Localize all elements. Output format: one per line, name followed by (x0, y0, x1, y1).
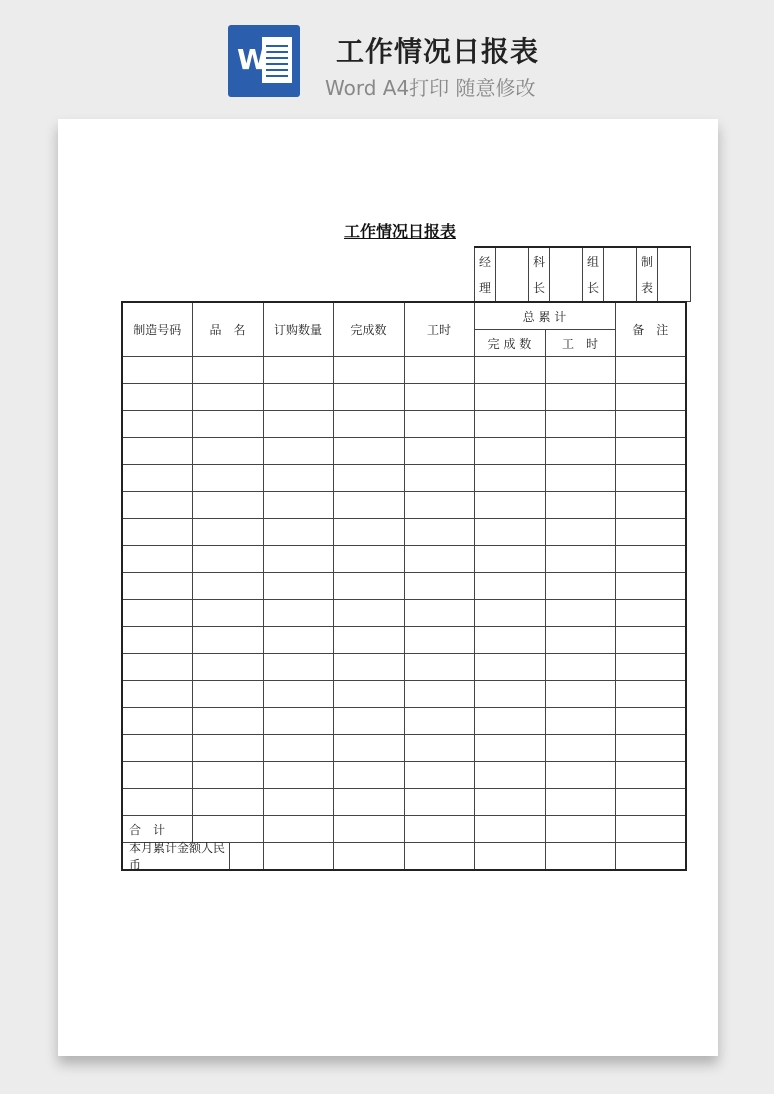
table-cell[interactable] (263, 627, 333, 654)
table-cell[interactable] (333, 492, 404, 519)
table-cell[interactable] (192, 357, 263, 384)
table-cell[interactable] (192, 519, 263, 546)
document-title: 工作情况日报表 (344, 222, 457, 241)
table-cell[interactable] (615, 411, 686, 438)
table-row (122, 735, 686, 762)
table-cell[interactable] (404, 681, 474, 708)
table-cell[interactable] (263, 573, 333, 600)
table-cell[interactable] (545, 654, 615, 681)
table-cell[interactable] (545, 546, 615, 573)
table-cell[interactable] (192, 411, 263, 438)
table-cell[interactable] (333, 438, 404, 465)
table-cell[interactable] (122, 600, 192, 627)
table-cell[interactable] (404, 843, 474, 871)
table-row (122, 573, 686, 600)
table-cell[interactable] (263, 411, 333, 438)
table-row (122, 708, 686, 735)
table-cell[interactable] (192, 762, 263, 789)
table-cell[interactable] (263, 843, 333, 871)
table-cell[interactable] (615, 600, 686, 627)
page-header (0, 0, 774, 110)
table-cell[interactable] (122, 519, 192, 546)
table-cell[interactable] (615, 492, 686, 519)
table-cell[interactable] (474, 735, 545, 762)
table-cell[interactable] (404, 573, 474, 600)
table-cell[interactable] (122, 384, 192, 411)
table-cell[interactable] (122, 654, 192, 681)
word-document-icon (228, 25, 300, 97)
table-cell[interactable] (333, 519, 404, 546)
table-cell[interactable] (615, 519, 686, 546)
table-cell[interactable] (122, 411, 192, 438)
table-cell[interactable] (333, 708, 404, 735)
document-page (58, 119, 718, 1056)
table-cell[interactable] (122, 438, 192, 465)
signature-cell-group-leader[interactable] (604, 247, 637, 302)
table-cell[interactable] (333, 357, 404, 384)
table-cell[interactable] (404, 357, 474, 384)
table-cell[interactable] (192, 627, 263, 654)
table-cell[interactable] (615, 816, 686, 843)
table-cell[interactable] (474, 843, 545, 871)
table-cell[interactable] (615, 735, 686, 762)
header-total: 总 累 计 (474, 302, 615, 330)
table-cell[interactable] (615, 627, 686, 654)
header-total-completed: 完 成 数 (474, 330, 545, 357)
signature-label-preparer: 制 表 (637, 247, 658, 302)
table-row (122, 600, 686, 627)
table-cell[interactable] (615, 438, 686, 465)
table-cell[interactable] (263, 708, 333, 735)
header-total-hours: 工 时 (545, 330, 615, 357)
table-cell[interactable] (404, 627, 474, 654)
table-cell[interactable] (122, 492, 192, 519)
table-cell[interactable] (545, 789, 615, 816)
table-cell[interactable] (333, 573, 404, 600)
table-cell[interactable] (263, 438, 333, 465)
table-cell[interactable] (263, 546, 333, 573)
subtotal-label: 合 计 (122, 816, 192, 843)
table-row (122, 492, 686, 519)
table-cell[interactable] (404, 492, 474, 519)
table-cell[interactable] (545, 735, 615, 762)
header-order-qty: 订购数量 (263, 302, 333, 357)
table-cell[interactable] (474, 438, 545, 465)
table-cell[interactable] (122, 735, 192, 762)
table-row (122, 357, 686, 384)
table-row (122, 438, 686, 465)
table-cell[interactable] (263, 654, 333, 681)
table-row (122, 546, 686, 573)
table-cell[interactable] (474, 492, 545, 519)
page-title: 工作情况日报表 (336, 35, 540, 68)
table-cell[interactable] (122, 708, 192, 735)
table-cell[interactable] (122, 573, 192, 600)
table-row (122, 681, 686, 708)
table-row (122, 465, 686, 492)
table-cell[interactable] (333, 411, 404, 438)
table-cell[interactable] (404, 789, 474, 816)
signature-cell-section-chief[interactable] (550, 247, 583, 302)
table-cell[interactable] (263, 357, 333, 384)
table-cell[interactable] (333, 816, 404, 843)
table-row (122, 627, 686, 654)
table-cell[interactable] (333, 843, 404, 871)
table-row (122, 789, 686, 816)
table-cell[interactable] (192, 789, 263, 816)
table-cell[interactable] (615, 681, 686, 708)
table-cell[interactable] (615, 762, 686, 789)
table-cell[interactable] (192, 573, 263, 600)
table-cell[interactable] (122, 465, 192, 492)
table-cell[interactable] (263, 600, 333, 627)
table-header-row (122, 302, 686, 330)
table-cell[interactable] (333, 762, 404, 789)
table-cell[interactable] (545, 438, 615, 465)
table-cell[interactable] (192, 438, 263, 465)
table-cell[interactable] (545, 573, 615, 600)
table-cell[interactable] (263, 789, 333, 816)
table-cell[interactable] (615, 384, 686, 411)
table-cell[interactable] (333, 654, 404, 681)
signature-label-group-leader: 组 长 (583, 247, 604, 302)
table-cell[interactable] (192, 384, 263, 411)
table-cell[interactable] (474, 411, 545, 438)
table-row (122, 654, 686, 681)
table-cell[interactable] (122, 357, 192, 384)
monthly-total-row (122, 843, 686, 871)
table-cell[interactable] (404, 465, 474, 492)
table-cell[interactable] (615, 357, 686, 384)
table-cell[interactable] (404, 384, 474, 411)
table-cell[interactable] (333, 627, 404, 654)
table-cell[interactable] (404, 438, 474, 465)
table-cell[interactable] (615, 843, 686, 871)
monthly-total-value[interactable] (230, 843, 263, 869)
table-cell[interactable] (404, 816, 474, 843)
header-product: 品 名 (192, 302, 263, 357)
table-cell[interactable] (263, 681, 333, 708)
table-cell[interactable] (192, 600, 263, 627)
table-cell[interactable] (333, 546, 404, 573)
table-cell[interactable] (263, 384, 333, 411)
table-cell[interactable] (474, 546, 545, 573)
table-cell[interactable] (474, 708, 545, 735)
table-row (122, 384, 686, 411)
monthly-total-label: 本月累计金额人民币 (123, 843, 230, 869)
table-cell[interactable] (545, 411, 615, 438)
table-cell[interactable] (474, 627, 545, 654)
table-cell[interactable] (615, 546, 686, 573)
table-cell[interactable] (404, 411, 474, 438)
table-cell[interactable] (545, 600, 615, 627)
table-cell[interactable] (545, 465, 615, 492)
daily-report-table (121, 301, 687, 871)
header-remarks: 备 注 (615, 302, 686, 357)
table-cell[interactable] (263, 519, 333, 546)
table-cell[interactable] (474, 384, 545, 411)
table-cell[interactable] (333, 600, 404, 627)
table-cell[interactable] (263, 735, 333, 762)
table-cell[interactable] (545, 708, 615, 735)
table-cell[interactable] (333, 384, 404, 411)
table-cell[interactable] (474, 519, 545, 546)
table-cell[interactable] (545, 627, 615, 654)
table-cell[interactable] (545, 681, 615, 708)
table-cell[interactable] (474, 357, 545, 384)
table-cell[interactable] (333, 681, 404, 708)
table-cell[interactable] (192, 708, 263, 735)
table-cell[interactable] (192, 681, 263, 708)
table-cell[interactable] (545, 816, 615, 843)
word-icon-letter: W (237, 43, 268, 76)
table-cell[interactable] (122, 681, 192, 708)
table-cell[interactable] (615, 465, 686, 492)
table-row (122, 411, 686, 438)
table-cell[interactable] (474, 465, 545, 492)
table-cell[interactable] (122, 627, 192, 654)
table-cell[interactable] (474, 789, 545, 816)
table-cell[interactable] (474, 816, 545, 843)
table-cell[interactable] (122, 762, 192, 789)
table-cell[interactable] (404, 654, 474, 681)
table-cell[interactable] (192, 465, 263, 492)
table-cell[interactable] (333, 735, 404, 762)
table-cell[interactable] (333, 789, 404, 816)
signature-cell-preparer[interactable] (658, 247, 691, 302)
table-cell[interactable] (474, 573, 545, 600)
table-cell[interactable] (333, 465, 404, 492)
header-hours: 工时 (404, 302, 474, 357)
table-body (122, 357, 686, 816)
signature-label-section-chief: 科 长 (529, 247, 550, 302)
table-cell[interactable] (545, 762, 615, 789)
table-cell[interactable] (122, 546, 192, 573)
table-cell[interactable] (615, 708, 686, 735)
header-completed: 完成数 (333, 302, 404, 357)
table-cell[interactable] (192, 546, 263, 573)
table-cell[interactable] (545, 843, 615, 871)
table-cell[interactable] (615, 573, 686, 600)
table-cell[interactable] (404, 546, 474, 573)
table-cell[interactable] (474, 762, 545, 789)
table-cell[interactable] (263, 816, 333, 843)
table-cell[interactable] (615, 654, 686, 681)
table-cell[interactable] (192, 735, 263, 762)
table-cell[interactable] (545, 357, 615, 384)
table-cell[interactable] (263, 465, 333, 492)
table-cell[interactable] (474, 681, 545, 708)
signature-cell-manager[interactable] (496, 247, 529, 302)
table-row (122, 519, 686, 546)
table-cell[interactable] (615, 789, 686, 816)
table-cell[interactable] (263, 762, 333, 789)
table-cell[interactable] (404, 762, 474, 789)
header-mfg-no: 制造号码 (122, 302, 192, 357)
table-cell[interactable] (404, 708, 474, 735)
table-cell[interactable] (122, 789, 192, 816)
table-row (122, 762, 686, 789)
page-subtitle: Word A4打印 随意修改 (325, 76, 536, 100)
signature-table (474, 246, 691, 302)
table-cell[interactable] (192, 654, 263, 681)
signature-label-manager: 经 理 (475, 247, 496, 302)
table-cell[interactable] (545, 519, 615, 546)
table-cell[interactable] (474, 600, 545, 627)
table-cell[interactable] (404, 519, 474, 546)
table-cell[interactable] (404, 600, 474, 627)
table-cell[interactable] (545, 492, 615, 519)
table-cell[interactable] (404, 735, 474, 762)
table-cell[interactable] (545, 384, 615, 411)
table-cell[interactable] (474, 654, 545, 681)
monthly-total-cell (122, 843, 263, 871)
table-cell[interactable] (263, 492, 333, 519)
table-cell[interactable] (192, 492, 263, 519)
